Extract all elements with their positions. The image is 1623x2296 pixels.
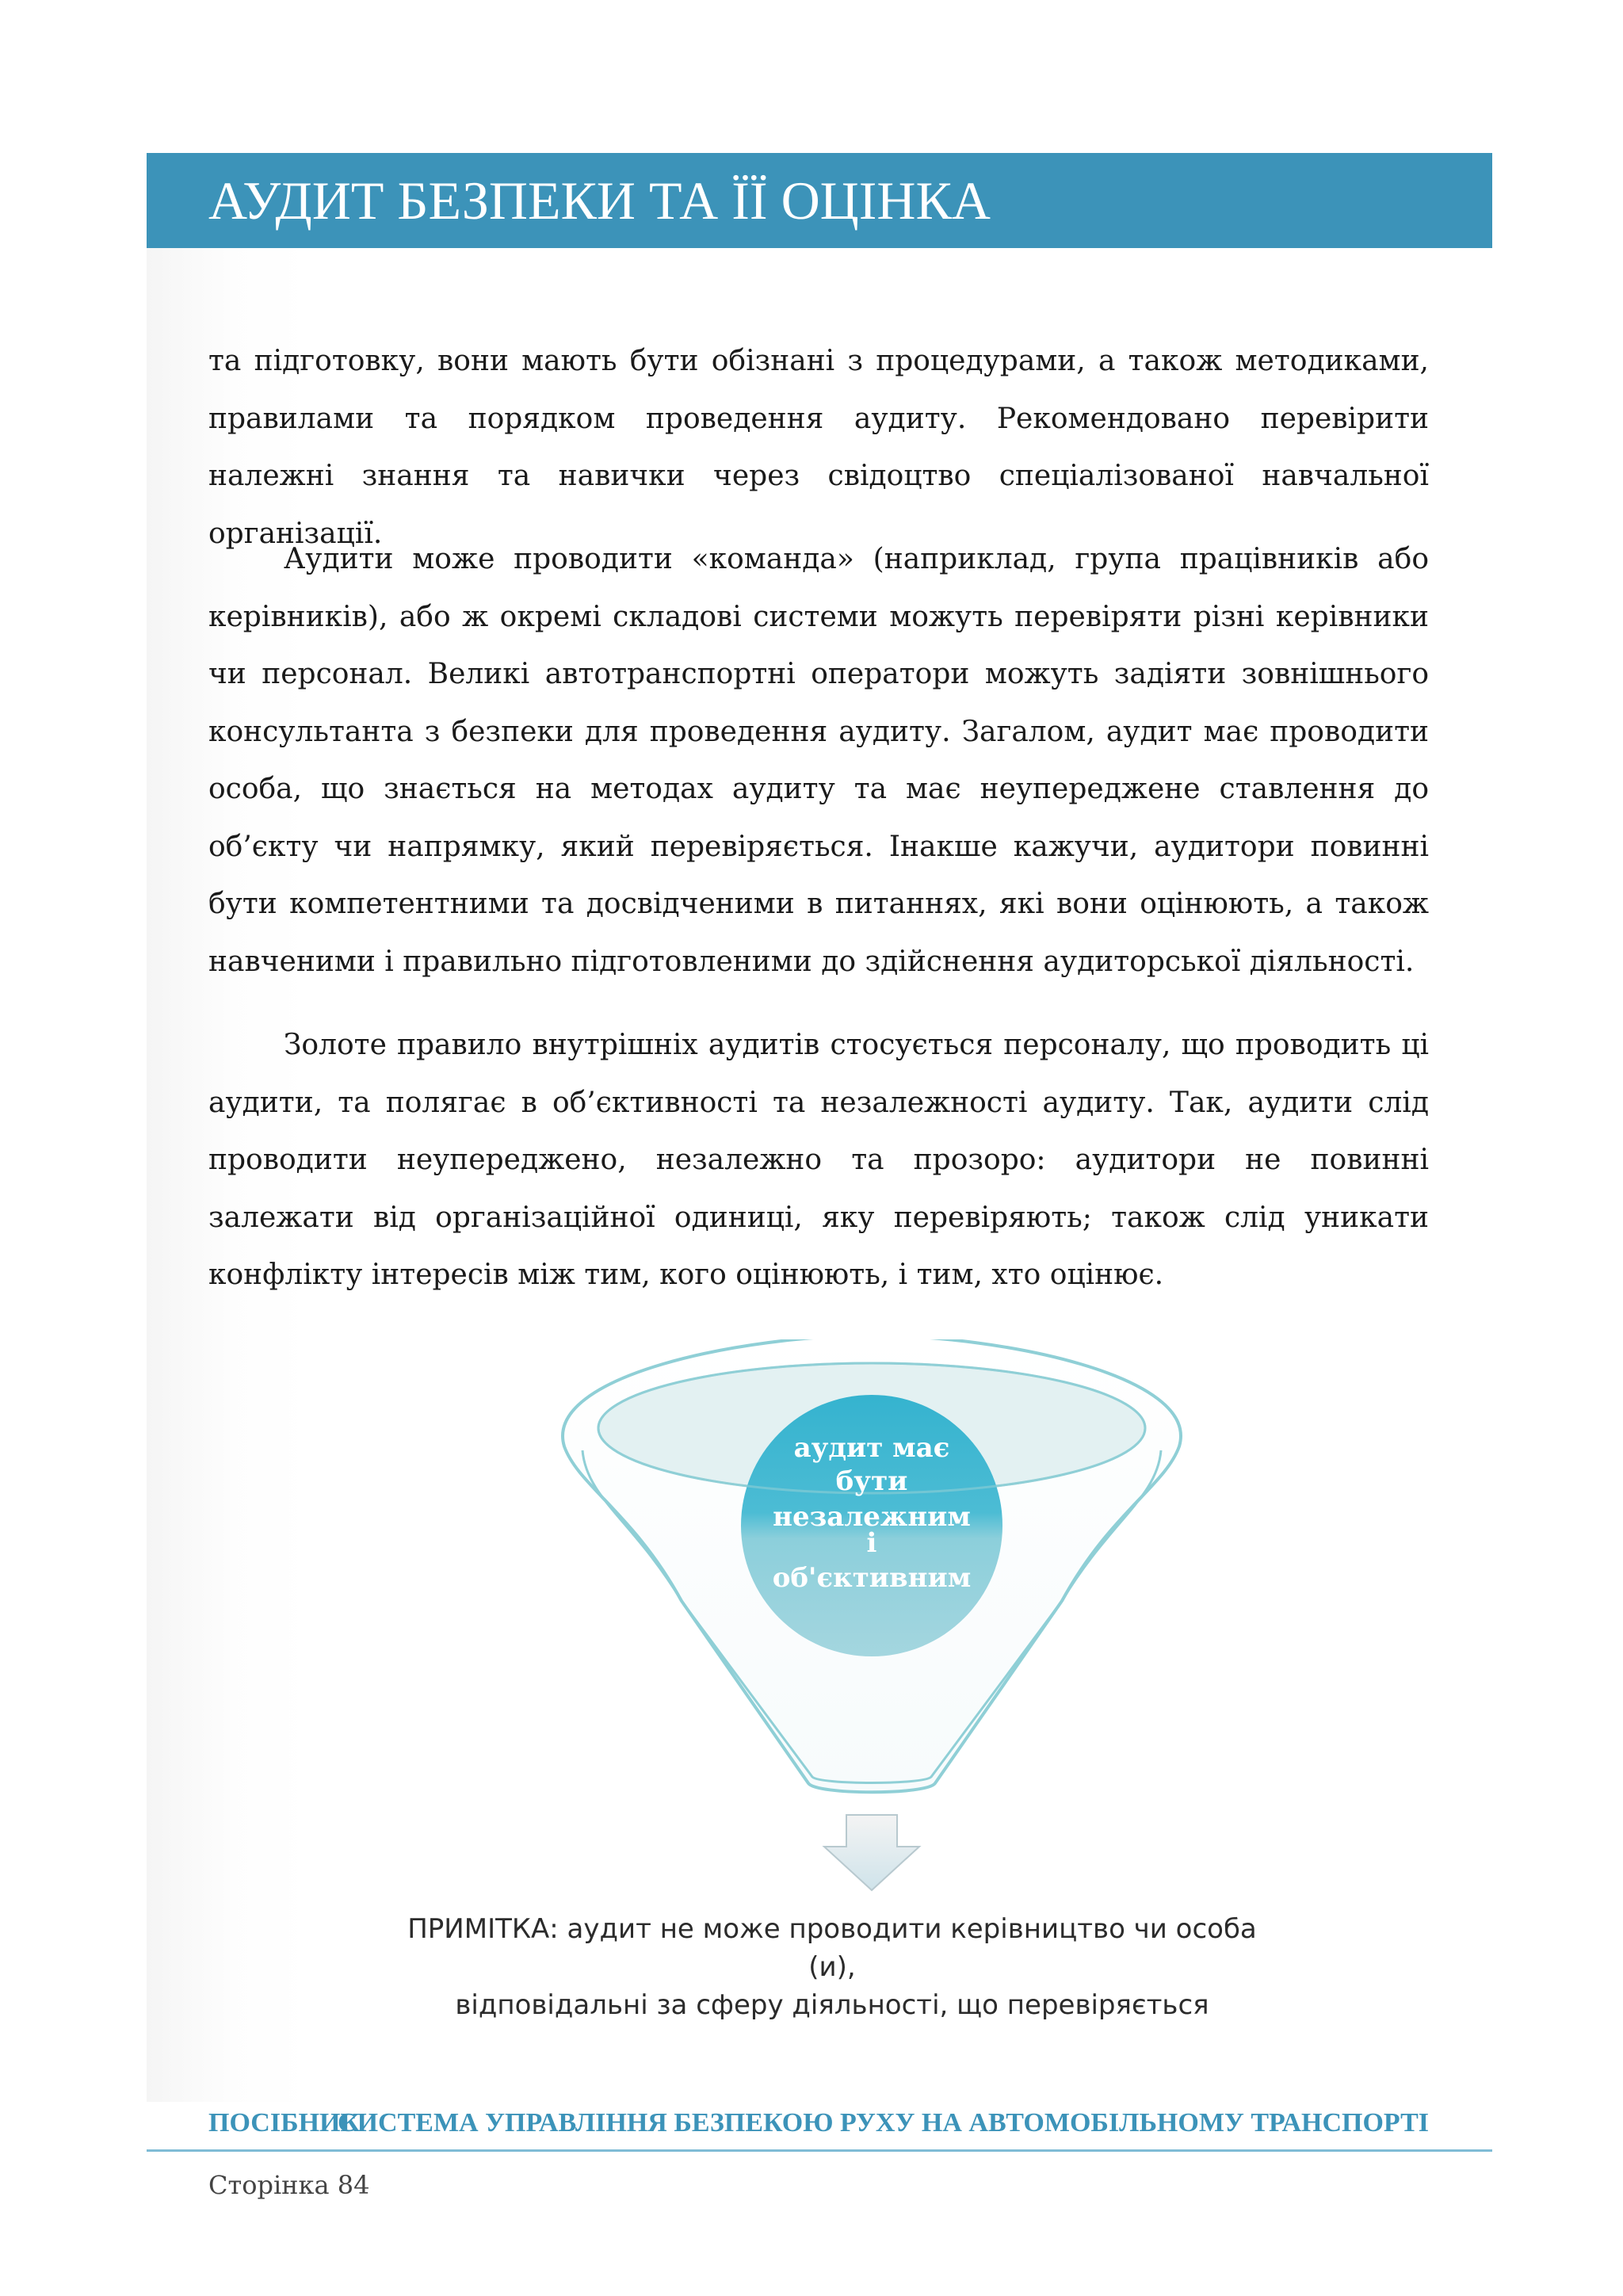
footer-title: СИСТЕМА УПРАВЛІННЯ БЕЗПЕКОЮ РУХУ НА АВТОМОБІЛЬНОМУ ТРАНСПОРТІ	[338, 2108, 1429, 2137]
paragraph-text: та підготовку, вони мають бути обізнані з процедурами, а також методиками, правилами та порядком проведення аудиту. Рекомендовано перевірити належні знання та навички через свідоцтво спеціалізованої навчальної організації.	[208, 345, 1429, 550]
paragraph-text: Золоте правило внутрішніх аудитів стосується персоналу, що проводить ці аудити, та полягає в об’єктивності та незалежності аудиту. Так, аудити слід проводити неупереджено, незалежно та прозоро: аудитори не повинні залежати від організаційної одиниці, яку перевіряють; також слід уникати конфлікту інтересів між тим, кого оцінюють, і тим, хто оцінює.	[208, 1029, 1429, 1291]
paragraph-1	[208, 333, 1429, 563]
circle-line-5: об'єктивним	[772, 1562, 972, 1594]
down-arrow-icon	[824, 1815, 919, 1890]
note-line-1: ПРИМІТКА: аудит не може проводити керівництво чи особа (и),	[407, 1913, 1257, 1983]
footer-label: ПОСІБНИК	[208, 2108, 361, 2137]
circle-line-4: і	[866, 1527, 877, 1559]
chapter-title: АУДИТ БЕЗПЕКИ ТА ЇЇ ОЦІНКА	[208, 170, 991, 231]
funnel-diagram	[555, 1339, 1189, 1989]
note-line-2: відповідальні за сферу діяльності, що перевіряється	[455, 1989, 1209, 2021]
footer-divider	[147, 2149, 1492, 2152]
paragraph-2	[208, 531, 1429, 991]
paragraph-text: Аудити може проводити «команда» (наприклад, група працівників або керівників), або ж окремі складові системи можуть перевіряти різні керівники чи персонал. Великі автотранспортні оператори можуть задіяти зовнішнього консультанта з безпеки для проведення аудиту. Загалом, аудит має проводити особа, що знається на методах аудиту та має неупереджене ставлення до об’єкту чи напрямку, який перевіряється. Інакше кажучи, аудитори повинні бути компетентними та досвідченими в питаннях, які вони оцінюють, а також навченими і правильно підготовленими до здійснення аудиторської діяльності.	[208, 543, 1429, 978]
paragraph-3	[208, 1017, 1429, 1305]
page-number: Сторінка 84	[208, 2170, 370, 2200]
circle-line-3: незалежним	[773, 1501, 971, 1533]
chapter-header	[147, 153, 1492, 248]
diagram-note	[396, 1910, 1268, 2024]
circle-line-1: аудит має	[793, 1432, 950, 1464]
circle-line-2: бути	[835, 1465, 908, 1497]
